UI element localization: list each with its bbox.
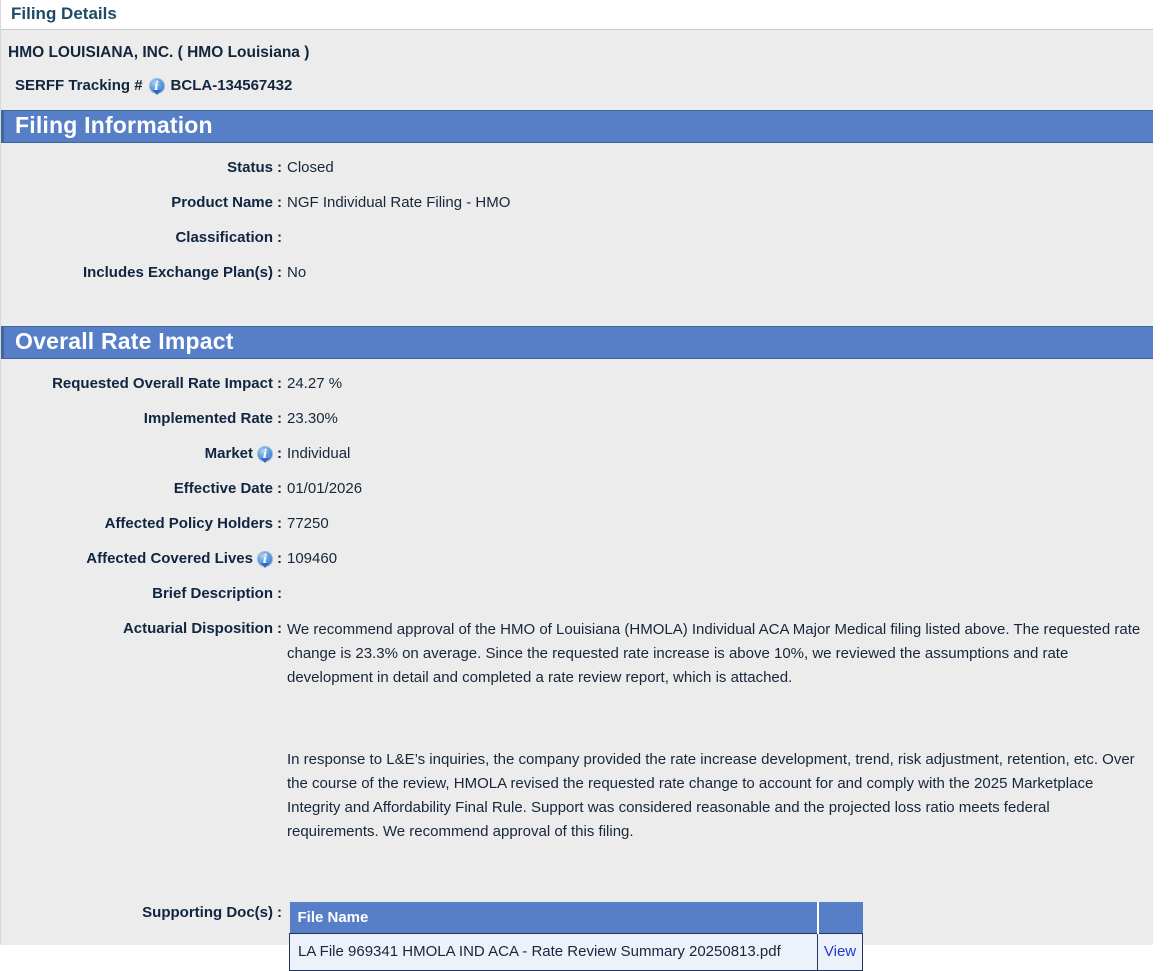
field-row (1, 373, 1153, 394)
field-label-text: Status (227, 159, 273, 176)
doc-action-cell (818, 934, 863, 971)
supporting-docs-label-text: Supporting Doc(s) (142, 904, 273, 921)
field-label (1, 408, 282, 429)
field-label-text: Affected Policy Holders (104, 515, 273, 532)
field-label (1, 583, 282, 604)
field-label-colon: : (277, 515, 282, 532)
docs-table-header-row (290, 902, 863, 934)
field-row (1, 408, 1153, 429)
field-label (1, 513, 282, 534)
field-label (1, 373, 282, 394)
field-value: 109460 (287, 550, 338, 567)
field-label-text: Brief Description (152, 585, 273, 602)
field-label-colon: : (277, 264, 282, 281)
field-label (1, 192, 282, 213)
field-label-colon: : (277, 194, 282, 211)
field-value: Closed (287, 159, 334, 176)
field-label (1, 157, 282, 178)
docs-table-header-file-name: File Name (290, 902, 818, 934)
field-label-colon: : (277, 620, 282, 637)
field-row (1, 583, 1153, 604)
serff-tracking-value: BCLA-134567432 (170, 77, 293, 94)
field-value: 77250 (287, 515, 329, 532)
info-icon[interactable] (257, 446, 273, 462)
info-icon[interactable] (257, 551, 273, 567)
field-value: No (287, 264, 307, 281)
docs-table-row (290, 934, 863, 971)
doc-file-name-cell: LA File 969341 HMOLA IND ACA - Rate Review Summary 20250813.pdf (290, 934, 818, 971)
supporting-docs-table (289, 902, 863, 971)
supporting-docs-label (1, 902, 282, 923)
field-label-colon: : (277, 410, 282, 427)
field-row (1, 478, 1153, 499)
field-row (1, 443, 1153, 464)
section-fields (1, 143, 1153, 310)
section-banner: Filing Information (1, 110, 1153, 143)
field-row (1, 548, 1153, 569)
view-link[interactable]: View (823, 943, 857, 960)
field-value: 24.27 % (287, 375, 343, 392)
field-value: Individual (287, 445, 351, 462)
field-value: NGF Individual Rate Filing - HMO (287, 194, 511, 211)
info-icon-glyph: i (262, 446, 268, 461)
field-label-text: Effective Date (173, 480, 273, 497)
field-label-colon: : (277, 550, 282, 567)
field-row (1, 157, 1153, 178)
field-row (1, 618, 1153, 844)
field-label (1, 262, 282, 283)
filing-sections (1, 110, 1153, 871)
field-label-colon: : (277, 375, 282, 392)
field-row (1, 192, 1153, 213)
field-label-text: Actuarial Disposition (122, 620, 273, 637)
page-title: Filing Details (1, 0, 1153, 30)
field-label-colon: : (277, 480, 282, 497)
field-value: 23.30% (287, 410, 338, 427)
supporting-docs-label-colon: : (277, 904, 282, 921)
docs-table-header-action (818, 902, 863, 934)
field-label-text: Market (204, 445, 253, 462)
info-icon[interactable] (149, 78, 165, 94)
field-row (1, 262, 1153, 283)
field-label-text: Requested Overall Rate Impact (52, 375, 273, 392)
field-row (1, 513, 1153, 534)
field-label (1, 478, 282, 499)
company-name: HMO LOUISIANA, INC. ( HMO Louisiana ) (8, 44, 310, 61)
field-label-text: Implemented Rate (143, 410, 273, 427)
info-icon-glyph: i (154, 78, 159, 93)
field-label-colon: : (277, 159, 282, 176)
field-label-colon: : (277, 229, 282, 246)
field-label-text: Product Name (171, 194, 273, 211)
field-label-text: Affected Covered Lives (86, 550, 253, 567)
field-label-colon: : (277, 585, 282, 602)
field-value: 01/01/2026 (287, 480, 363, 497)
field-label (1, 227, 282, 248)
section-banner: Overall Rate Impact (1, 326, 1153, 359)
serff-tracking-label: SERFF Tracking # (15, 77, 143, 94)
field-label (1, 618, 282, 639)
field-value (287, 618, 1143, 844)
supporting-docs-row (1, 902, 1153, 971)
supporting-docs-table-wrap (287, 902, 863, 971)
field-paragraph: We recommend approval of the HMO of Louisiana (HMOLA) Individual ACA Major Medical filing listed above. The requested rate change is 23.3% on average. Since the requested rate increase is above 10%, we reviewed the assumptions and rate development in detail and completed a rate review report, which is attached. (287, 621, 1141, 686)
serff-tracking-line (15, 77, 1153, 94)
field-label (1, 443, 282, 464)
field-label-text: Classification (175, 229, 273, 246)
field-label-colon: : (277, 445, 282, 462)
section-fields (1, 359, 1153, 871)
field-label-text: Includes Exchange Plan(s) (82, 264, 273, 281)
field-label (1, 548, 282, 569)
field-row (1, 227, 1153, 248)
info-icon-glyph: i (262, 551, 268, 566)
field-paragraph: In response to L&E’s inquiries, the company provided the rate increase development, trend, risk adjustment, retention, etc. Over the course of the review, HMOLA revised the requested rate change to account for and comply with the 2025 Marketplace Integrity and Affordability Final Rule. Support was considered reasonable and the projected loss ratio meets federal requirements. We recommend approval of this filing. (287, 751, 1135, 840)
